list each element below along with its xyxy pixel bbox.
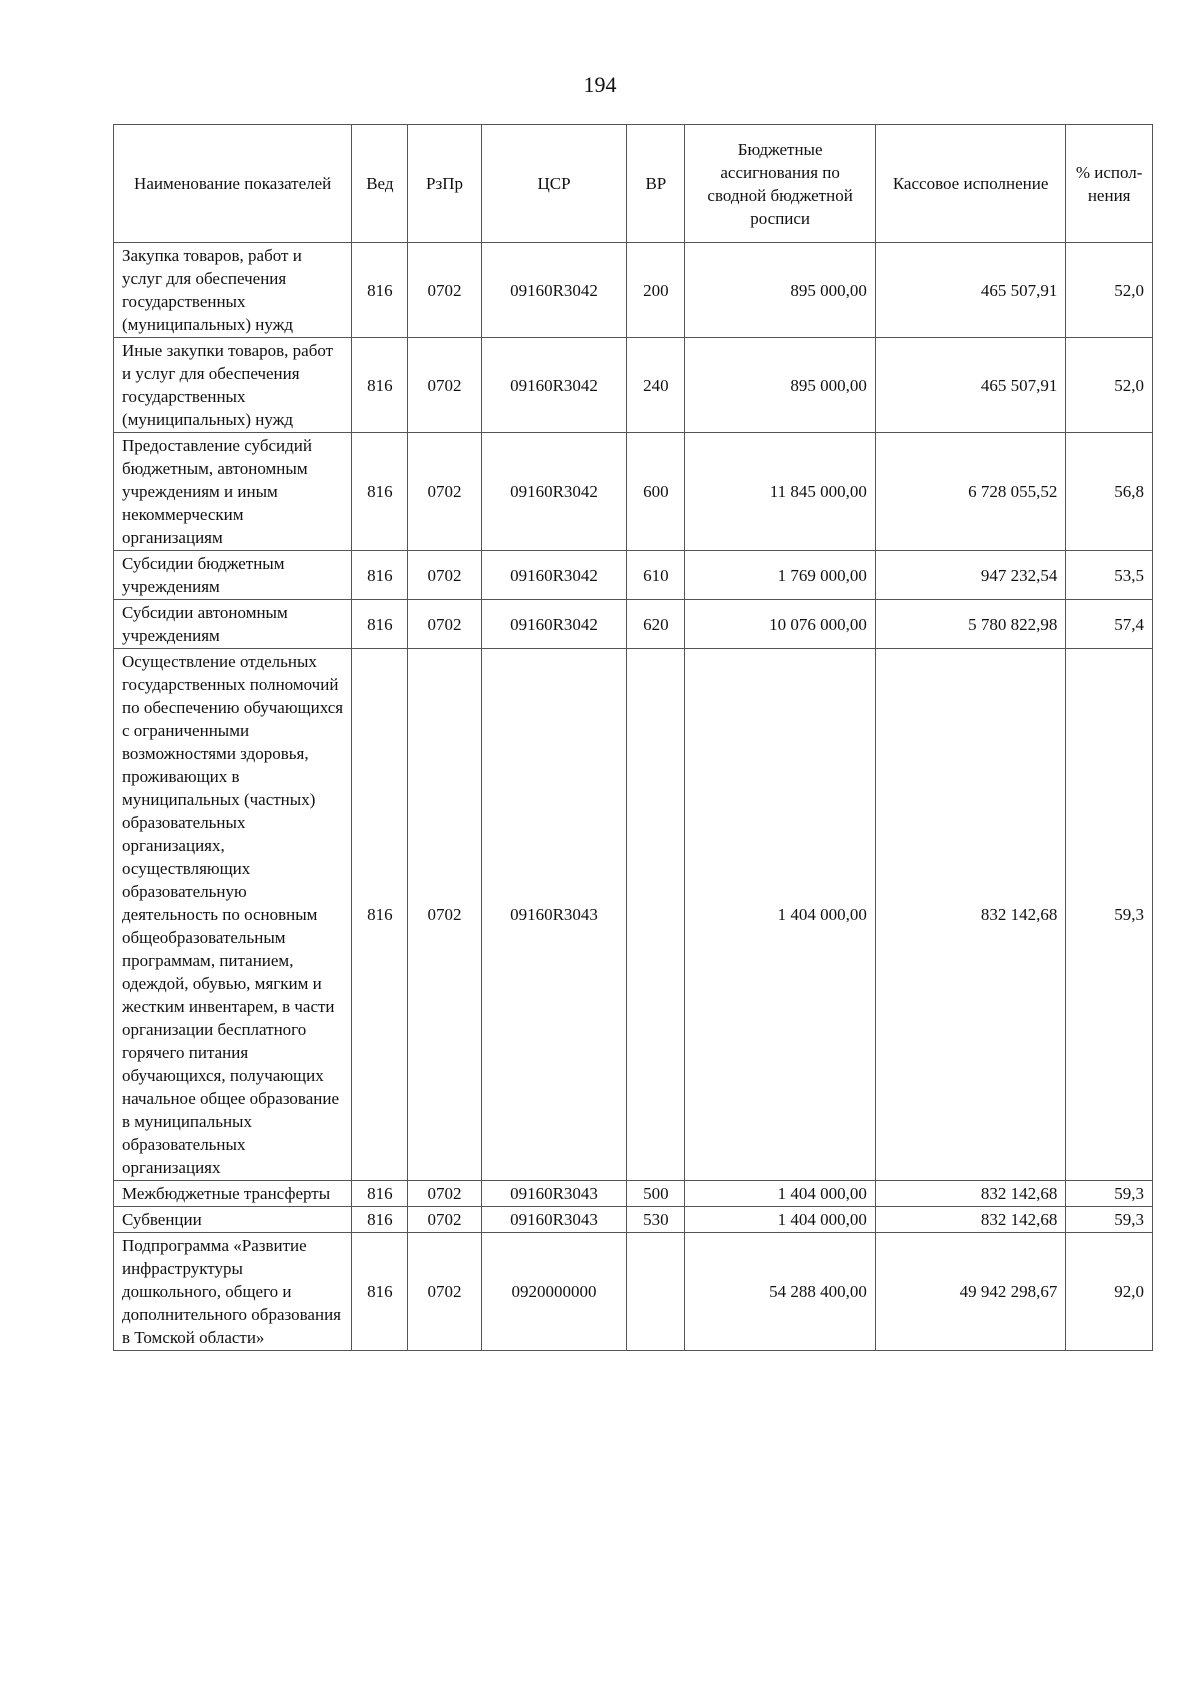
header-cash-execution: Кассовое исполнение [875,125,1065,243]
row-cash-execution: 6 728 055,52 [875,433,1065,551]
row-percent: 59,3 [1066,1207,1153,1233]
row-percent: 57,4 [1066,600,1153,649]
row-cash-execution: 947 232,54 [875,551,1065,600]
row-vr: 610 [627,551,685,600]
row-rzpr: 0702 [408,243,481,338]
row-vr: 530 [627,1207,685,1233]
table-row [114,1233,1153,1351]
table-row [114,338,1153,433]
row-percent: 59,3 [1066,649,1153,1181]
row-cash-execution: 49 942 298,67 [875,1233,1065,1351]
header-rzpr: РзПр [408,125,481,243]
row-name: Подпрограмма «Развитие инфраструктуры дошкольного, общего и дополнительного образования в Томской области» [114,1233,352,1351]
header-csr: ЦСР [481,125,627,243]
row-ved: 816 [352,433,408,551]
row-assignments: 1 404 000,00 [685,1207,875,1233]
row-assignments: 895 000,00 [685,243,875,338]
row-name: Закупка товаров, работ и услуг для обеспечения государственных (муниципальных) нужд [114,243,352,338]
row-percent: 52,0 [1066,338,1153,433]
row-ved: 816 [352,1181,408,1207]
row-assignments: 895 000,00 [685,338,875,433]
row-rzpr: 0702 [408,338,481,433]
table-row [114,551,1153,600]
row-name: Осуществление отдельных государственных полномочий по обеспечению обучающихся с ограниченными возможностями здоровья, проживающих в муниципальных (частных) образовательных организациях, осуществляющих образовательную деятельность по основным общеобразовательным программам, питанием, одеждой, обувью, мягким и жестким инвентарем, в части организации бесплатного горячего питания обучающихся, получающих начальное общее образование в муниципальных образовательных организациях [114,649,352,1181]
row-percent: 52,0 [1066,243,1153,338]
row-assignments: 1 404 000,00 [685,1181,875,1207]
row-csr: 09160R3043 [481,1181,627,1207]
table-row [114,649,1153,1181]
row-cash-execution: 832 142,68 [875,1207,1065,1233]
table-row [114,433,1153,551]
row-ved: 816 [352,551,408,600]
budget-table [113,124,1153,1351]
header-percent-execution: % испол-нения [1066,125,1153,243]
row-cash-execution: 832 142,68 [875,649,1065,1181]
row-cash-execution: 5 780 822,98 [875,600,1065,649]
table-row [114,1207,1153,1233]
row-vr: 500 [627,1181,685,1207]
row-csr: 09160R3042 [481,551,627,600]
row-name: Субвенции [114,1207,352,1233]
row-vr [627,1233,685,1351]
row-vr [627,649,685,1181]
row-assignments: 1 769 000,00 [685,551,875,600]
row-percent: 59,3 [1066,1181,1153,1207]
row-name: Межбюджетные трансферты [114,1181,352,1207]
header-ved: Вед [352,125,408,243]
row-name: Субсидии бюджетным учреждениям [114,551,352,600]
row-csr: 09160R3043 [481,1207,627,1233]
row-csr: 09160R3042 [481,433,627,551]
row-rzpr: 0702 [408,649,481,1181]
row-vr: 240 [627,338,685,433]
header-name: Наименование показателей [114,125,352,243]
table-row [114,600,1153,649]
row-ved: 816 [352,649,408,1181]
row-percent: 53,5 [1066,551,1153,600]
row-ved: 816 [352,600,408,649]
row-name: Субсидии автономным учреждениям [114,600,352,649]
table-row [114,243,1153,338]
row-csr: 09160R3042 [481,243,627,338]
row-csr: 09160R3042 [481,600,627,649]
row-cash-execution: 465 507,91 [875,338,1065,433]
row-rzpr: 0702 [408,1207,481,1233]
row-ved: 816 [352,338,408,433]
row-rzpr: 0702 [408,1181,481,1207]
table-row [114,1181,1153,1207]
row-name: Предоставление субсидий бюджетным, автономным учреждениям и иным некоммерческим организациям [114,433,352,551]
row-assignments: 54 288 400,00 [685,1233,875,1351]
row-vr: 600 [627,433,685,551]
page-number: 194 [583,72,617,97]
row-cash-execution: 832 142,68 [875,1181,1065,1207]
header-row [114,125,1153,243]
row-csr: 0920000000 [481,1233,627,1351]
row-ved: 816 [352,1233,408,1351]
row-percent: 56,8 [1066,433,1153,551]
row-percent: 92,0 [1066,1233,1153,1351]
row-assignments: 11 845 000,00 [685,433,875,551]
row-cash-execution: 465 507,91 [875,243,1065,338]
row-vr: 620 [627,600,685,649]
row-rzpr: 0702 [408,551,481,600]
row-ved: 816 [352,1207,408,1233]
header-assignments: Бюджетные ассигнования по сводной бюджетной росписи [685,125,875,243]
row-ved: 816 [352,243,408,338]
row-rzpr: 0702 [408,433,481,551]
row-rzpr: 0702 [408,600,481,649]
header-vr: ВР [627,125,685,243]
row-assignments: 10 076 000,00 [685,600,875,649]
row-name: Иные закупки товаров, работ и услуг для обеспечения государственных (муниципальных) нужд [114,338,352,433]
row-csr: 09160R3042 [481,338,627,433]
row-rzpr: 0702 [408,1233,481,1351]
row-assignments: 1 404 000,00 [685,649,875,1181]
row-csr: 09160R3043 [481,649,627,1181]
row-vr: 200 [627,243,685,338]
